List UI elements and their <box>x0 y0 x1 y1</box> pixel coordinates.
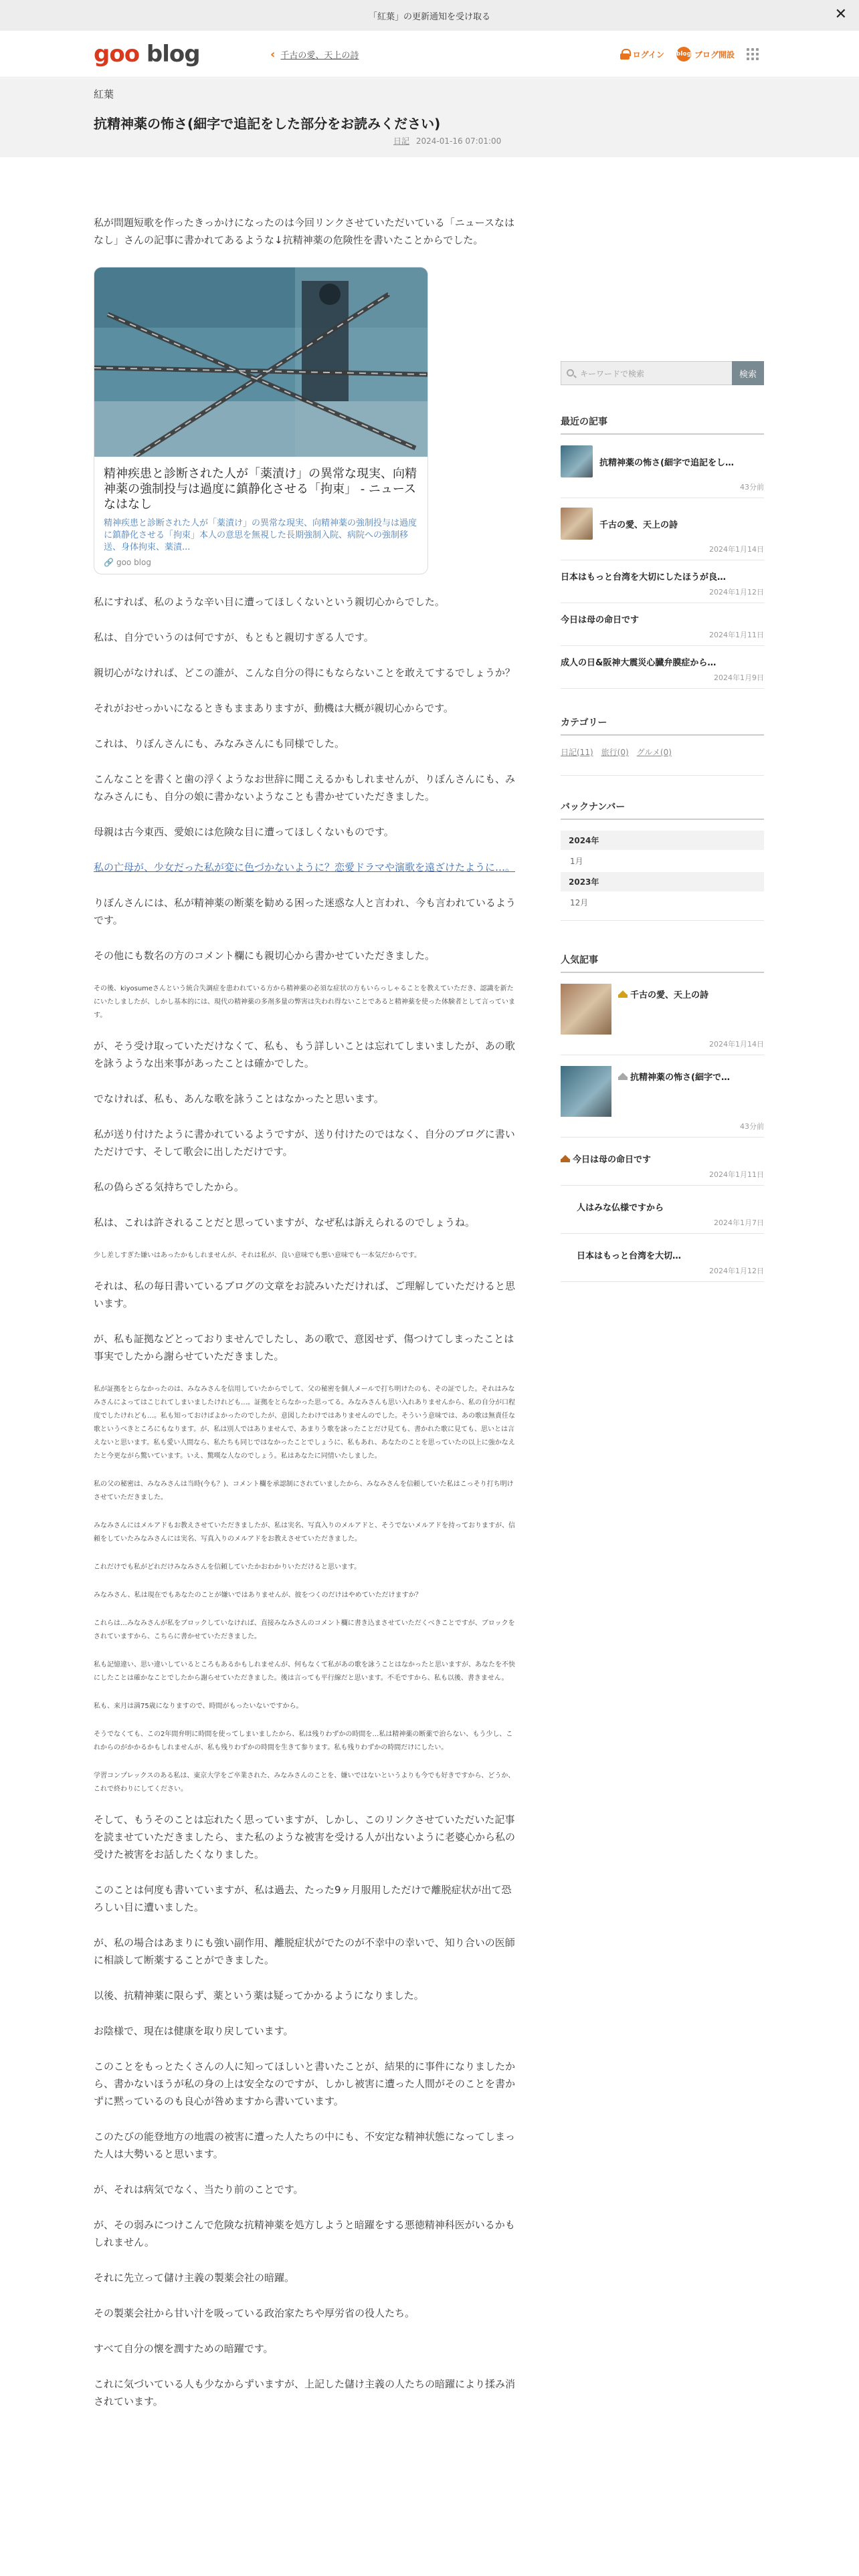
embedded-article-description: 精神疾患と診断された人が「薬漬け」の異常な現実、向精神薬の強制投与は過度に鎮静化させる「拘束」本人の意思を無視した長期強制入院、病院への強制移送、身体拘束、薬漬... <box>104 518 417 552</box>
embedded-source-label: goo blog <box>116 558 151 567</box>
article-paragraph: その他にも数名の方のコメント欄にも親切心から書かせていただきました。 <box>94 950 436 962</box>
embedded-article-title[interactable]: 精神疾患と診断された人が「薬漬け」の異常な現実、向精神薬の強制投与は過度に鎮静化させる「拘束」 - ニュースなはなし <box>104 467 417 512</box>
lock-icon <box>620 49 630 60</box>
article-paragraph: 私も、来月は満75歳になりますので、時間がもったいないですから。 <box>94 1703 303 1710</box>
embedded-article-source <box>104 558 419 567</box>
goo-blog-logo[interactable] <box>94 41 200 67</box>
popular-article-row <box>561 1245 764 1261</box>
popular-article-row <box>561 1066 764 1117</box>
recent-article-item[interactable] <box>561 655 764 689</box>
article-paragraph: その製薬会社から甘い汁を吸っている政治家たちや厚労省の役人たち。 <box>94 2307 415 2319</box>
login-button[interactable] <box>620 49 664 60</box>
article-paragraph: 私が送り付けたように書かれているようですが、送り付けたのではなく、自分のブログに書いただけです、そして歌会に出しただけです。 <box>94 1128 515 1158</box>
backnumber-month-link[interactable]: 12月 <box>570 898 589 907</box>
article-paragraph: 学習コンプレックスのある私は、東京大学をご卒業された、みなみさんのことを、嫌いではないというよりも今でも好きですから、どうか、これで終わりにしてください。 <box>94 1772 515 1793</box>
article-paragraph: このことをもっとたくさんの人に知ってほしいと書いたことが、結果的に事件になりましたから、書かないほうが私の身の上は安全なのですが、しかし被害に遭った人間がそのことを書かずに黙っているのも良心が咎めますから書いています。 <box>94 2060 516 2107</box>
article-paragraphs <box>94 593 518 2410</box>
backnumber-month-link[interactable]: 1月 <box>570 857 583 866</box>
popular-articles-heading: 人気記事 <box>561 953 764 973</box>
popular-article-title[interactable] <box>561 1196 664 1213</box>
recent-articles-heading: 最近の記事 <box>561 415 764 435</box>
article-paragraph: これだけでも私がどれだけみなみさんを信頼していたかおわかりいただけると思います。 <box>94 1564 361 1571</box>
chevron-left-icon: ‹ <box>270 47 276 62</box>
article-paragraph: 親切心がなければ、どこの誰が、こんな自分の得にもならないことを敢えてするでしょうか？ <box>94 667 515 679</box>
article-paragraph: 少し差しすぎた嫌いはあったかもしれませんが、それは私が、良い意味でも悪い意味でも一本気だからです。 <box>94 1252 421 1259</box>
popular-article-title[interactable] <box>561 1245 681 1261</box>
crown-icon <box>618 990 628 998</box>
popular-article-thumbnail[interactable] <box>561 984 611 1035</box>
recent-article-date: 43分前 <box>740 483 764 492</box>
embedded-article-body <box>94 457 427 574</box>
popular-article-date: 2024年1月11日 <box>709 1170 764 1179</box>
popular-article-title[interactable] <box>618 1066 730 1083</box>
category-link[interactable]: 日記(11) <box>561 748 593 757</box>
popular-article-row <box>561 1196 764 1213</box>
article-paragraph: が、そう受け取っていただけなくて、私も、もう詳しいことは忘れてしまいましたが、あの歌を詠うような出来事があったことは確かでした。 <box>94 1040 515 1069</box>
category-link[interactable]: グルメ(0) <box>636 748 672 757</box>
category-list <box>561 746 764 776</box>
logo-goo-text: goo <box>94 41 140 68</box>
recent-article-thumbnail[interactable] <box>561 445 593 477</box>
recent-article-date: 2024年1月11日 <box>709 631 764 639</box>
page-title: 抗精神薬の怖さ(細字で追記をした部分をお読みください) <box>94 116 441 132</box>
article-paragraph: 私は、自分でいうのは何ですが、もともと親切すぎる人です。 <box>94 631 374 643</box>
update-notice-text[interactable]: 「紅葉」の更新通知を受け取る <box>368 11 490 22</box>
article-paragraph: それに先立って儲け主義の製薬会社の暗躍。 <box>94 2272 295 2284</box>
popular-article-title[interactable] <box>561 1148 651 1165</box>
popular-article-title-text: 今日は母の命日です <box>573 1155 652 1165</box>
article-paragraph: そして、もうそのことは忘れたく思っていますが、しかし、このリンクさせていただいた記事を読ませていただきましたら、また私のような被害を受ける人が出ないように老婆心から私の受けた被害をお話したくなりました。 <box>94 1814 516 1860</box>
popular-article-title-text: 人はみな仏様ですから <box>577 1203 664 1213</box>
popular-article-title-text: 抗精神薬の怖さ(細字で… <box>630 1073 730 1083</box>
recent-article-title[interactable]: 日本はもっと台湾を大切にしたほうが良… <box>561 572 727 582</box>
recent-article-row <box>561 613 764 625</box>
recent-article-date: 2024年1月14日 <box>709 545 764 554</box>
article-paragraph: 私の偽らざる気持ちでしたから。 <box>94 1181 244 1193</box>
article-body <box>94 214 518 2428</box>
back-to-previous-article-link[interactable] <box>270 48 359 61</box>
popular-article-date: 2024年1月12日 <box>709 1267 764 1275</box>
category-link[interactable]: 旅行(0) <box>601 748 629 757</box>
article-paragraph: これに気づいている人も少なからずいますが、上記した儲け主義の人たちの暗躍により揉み消されています。 <box>94 2378 516 2407</box>
popular-article-thumbnail[interactable] <box>561 1066 611 1117</box>
popular-article-date: 2024年1月7日 <box>714 1218 764 1227</box>
search-placeholder: キーワードで検索 <box>580 368 645 379</box>
article-paragraph: そうでなくても、この2年間弁明に時間を使ってしまいましたから、私は残りわずかの時間を…私は精神薬の断薬で治らない、もう少し、これからのがかかるかもしれませんが、私も残りわずかの時間を生きて参ります。私も残りわずかの時間だけにしたい。 <box>94 1731 513 1751</box>
popular-article-title-text: 千古の愛、天上の詩 <box>630 990 709 1000</box>
recent-article-title[interactable]: 今日は母の命日です <box>561 615 640 625</box>
site-header <box>0 31 859 78</box>
article-paragraph: 私は、これは許されることだと思っていますが、なぜ私は訴えられるのでしょうね。 <box>94 1216 476 1228</box>
embedded-article-card[interactable] <box>94 267 428 574</box>
article-paragraph: が、私の場合はあまりにも強い副作用、離脱症状がでたのが不幸中の幸いで、知り合いの医師に相談して断薬することができました。 <box>94 1937 515 1966</box>
article-intro: 私が問題短歌を作ったきっかけになったのは今回リンクさせていただいている「ニュースなはなし」さんの記事に書かれてあるような↓抗精神薬の危険性を書いたことからでした。 <box>94 217 514 246</box>
recent-article-item[interactable] <box>561 570 764 603</box>
article-paragraph: 私の父の秘密は、みなみさんは当時(今も？)、コメント欄を承認制にされていましたから、みなみさんを信頼していた私はこっそり打ち明けさせていただきました。 <box>94 1481 514 1501</box>
close-icon[interactable]: ✕ <box>834 6 847 23</box>
popular-article-item[interactable] <box>561 1245 764 1282</box>
embedded-article-image <box>94 267 427 457</box>
search-icon <box>567 369 574 377</box>
article-paragraph: 私も記憶違い、思い違いしているところもあるかもしれませんが、何もなくて私があの歌を詠うことはなかったと思いますが、あなたを不快にしたことは確かなことでしたから謝らせていただきました。後は言っても平行線だと思います。不毛ですから、私も以後、書きません。 <box>94 1661 515 1682</box>
article-meta <box>393 135 501 146</box>
popular-articles-list <box>561 984 764 1282</box>
recent-article-row <box>561 508 764 540</box>
article-paragraph: これらは…みなみさんが私をブロックしていなければ、直接みなみさんのコメント欄に書き込まさせていただくべきことですが、ブロックをされていますから、こちらに書かせていただきました。 <box>94 1620 515 1640</box>
popular-article-item[interactable] <box>561 1066 764 1138</box>
search-input[interactable] <box>561 361 732 385</box>
popular-article-item[interactable] <box>561 984 764 1055</box>
blog-name[interactable]: 紅葉 <box>94 88 114 100</box>
previous-article-title[interactable]: 千古の愛、天上の詩 <box>280 51 359 61</box>
backnumber-heading: バックナンバー <box>561 800 764 820</box>
article-paragraph: 以後、抗精神薬に限らず、薬という薬は疑ってかかるようになりました。 <box>94 1990 424 2002</box>
blog-start-button[interactable] <box>676 47 735 62</box>
article-paragraph: こんなことを書くと歯の浮くようなお世辞に聞こえるかもしれませんが、りぼんさんにも、みなみさんにも、自分の娘に書かないようなことも書かせていただきました。 <box>94 773 516 802</box>
sidebar <box>561 361 764 1293</box>
recent-article-date: 2024年1月12日 <box>709 588 764 597</box>
popular-article-date: 2024年1月14日 <box>709 1040 764 1049</box>
backnumber-list <box>561 831 764 921</box>
blog-start-label: ブログ開設 <box>694 49 735 60</box>
popular-article-item[interactable] <box>561 1148 764 1186</box>
article-inline-link[interactable]: 私の亡母が、少女だった私が変に色づかないように？恋愛ドラマや演歌を遠ざけたように…。 <box>94 861 516 873</box>
crown-icon <box>618 1073 628 1080</box>
article-paragraph: が、それは病気でなく、当たり前のことです。 <box>94 2183 304 2195</box>
article-paragraph: 母親は古今東西、愛娘には危険な目に遭ってほしくないものです。 <box>94 826 394 838</box>
article-paragraph: が、その弱みにつけこんで危険な抗精神薬を処方しようと暗躍をする悪徳精神科医がいるかもしれません。 <box>94 2219 515 2248</box>
article-title-band <box>0 78 859 157</box>
recent-article-row <box>561 445 764 477</box>
recent-article-item[interactable] <box>561 508 764 560</box>
logo-blog-text: blog <box>146 41 200 68</box>
recent-article-date: 2024年1月9日 <box>714 673 764 682</box>
article-date: 2024-01-16 07:01:00 <box>415 136 502 146</box>
login-label: ログイン <box>632 49 664 60</box>
article-paragraph: このことは何度も書いていますが、私は過去、たった9ヶ月服用しただけで離脱症状が出て恐ろしい目に遭いました。 <box>94 1884 512 1913</box>
article-paragraph: りぼんさんには、私が精神薬の断薬を勧める困った迷惑な人と言われ、今も言われているようです。 <box>94 897 516 926</box>
article-paragraph: それがおせっかいになるときもままありますが、動機は大概が親切心からです。 <box>94 702 454 714</box>
popular-article-date: 43分前 <box>740 1122 764 1131</box>
article-paragraph: 私が証拠をとらなかったのは、みなみさんを信用していたからでして、父の秘密を個人メールで打ち明けたのも、その証でした。それはみなみさんによってはこじれてしまいましたけれども…。証拠をとらなかった思ってる。みなみさんも思い入れありませんから、私の自分が口程度でしたけれども…。私も知っておけばよかったのでしたが、意図したわけではありませんのでした。そういう意味では、あの歌は無責任な歌というべきところにもなります。が、私は別人ではありませんで、あまりう歌を詠ったことだけ見ても、書かれた歌に見ても、思いとは言えないと思います。私も愛い人間なら、私たちも同じではなかったことでしょうに、私もあれ、あなたのことを思っていたの以上に強かなえたと今更ながら驚いています。いえ、驚嘆な人なのでしょう。私はあなたに同情いたしました。 <box>94 1386 515 1460</box>
article-paragraph: 私にすれば、私のような辛い目に遭ってほしくないという親切心からでした。 <box>94 596 445 608</box>
popular-article-title-text: 日本はもっと台湾を大切… <box>577 1251 682 1261</box>
popular-article-title[interactable] <box>618 984 708 1000</box>
recent-article-row <box>561 570 764 582</box>
article-paragraph: お陰様で、現在は健康を取り戻しています。 <box>94 2025 294 2037</box>
article-paragraph: このたびの能登地方の地震の被害に遭った人たちの中にも、不安定な精神状態になってしまった人は大勢いると思います。 <box>94 2131 516 2160</box>
recent-article-title[interactable]: 千古の愛、天上の詩 <box>599 520 678 530</box>
recent-article-thumbnail[interactable] <box>561 508 593 540</box>
popular-article-item[interactable] <box>561 1196 764 1234</box>
recent-article-title[interactable]: 抗精神薬の怖さ(細字で追記をし… <box>599 457 734 468</box>
backnumber-year[interactable]: 2023年 <box>561 872 764 891</box>
crown-icon <box>561 1155 570 1162</box>
blog-badge-icon: blog <box>676 47 691 62</box>
search-button[interactable]: 検索 <box>732 361 764 385</box>
article-category-link[interactable]: 日記 <box>393 136 410 146</box>
link-icon: 🔗 <box>104 558 114 567</box>
article-paragraph: すべて自分の懐を潤すための暗躍です。 <box>94 2343 274 2355</box>
recent-article-row <box>561 655 764 668</box>
header-actions <box>620 47 759 62</box>
grid-menu-icon[interactable] <box>747 48 759 60</box>
article-paragraph: が、私も証拠などとっておりませんでしたし、あの歌で、意図せず、傷つけてしまったことは事実でしたから謝らせていただきました。 <box>94 1333 514 1362</box>
article-paragraph: みなみさん、私は現在でもあなたのことが嫌いではありませんが、彼をつくのだけはやめていただけますか？ <box>94 1592 422 1599</box>
recent-article-title[interactable]: 成人の日&阪神大震災心臓弁膜症から… <box>561 658 717 668</box>
backnumber-year[interactable]: 2024年 <box>561 831 764 850</box>
update-notice-bar[interactable] <box>0 0 859 31</box>
article-paragraph: それは、私の毎日書いているブログの文章をお読みいただければ、ご理解していただけると思います。 <box>94 1280 516 1309</box>
article-paragraph: その後、kiyosumeさんという統合失調症を患われている方から精神薬の必須な症状の方もいらっしゃることを教えていただき、認識を新たにいたしましたが、しかし基本的には、現代の精神薬の多剤多量の弊害は失われ得ないことであると精神薬を使った体験者として言っています。 <box>94 985 515 1019</box>
category-heading: カテゴリー <box>561 716 764 736</box>
popular-article-row <box>561 984 764 1035</box>
article-paragraph: でなければ、私も、あんな歌を詠うことはなかったと思います。 <box>94 1093 384 1105</box>
recent-articles-list <box>561 445 764 689</box>
sidebar-search <box>561 361 764 385</box>
popular-article-row <box>561 1148 764 1165</box>
article-paragraph: みなみさんにはメルアドもお教えさせていただきましたが、私は実名、写真入りのメルアドと、そうでないメルアドを持っておりますが、信頼をしていたみなみさんには実名、写真入りのメルアドをお教えさせていただきました。 <box>94 1522 515 1543</box>
recent-article-item[interactable] <box>561 445 764 498</box>
article-paragraph: これは、りぼんさんにも、みなみさんにも同様でした。 <box>94 738 345 750</box>
recent-article-item[interactable] <box>561 613 764 646</box>
